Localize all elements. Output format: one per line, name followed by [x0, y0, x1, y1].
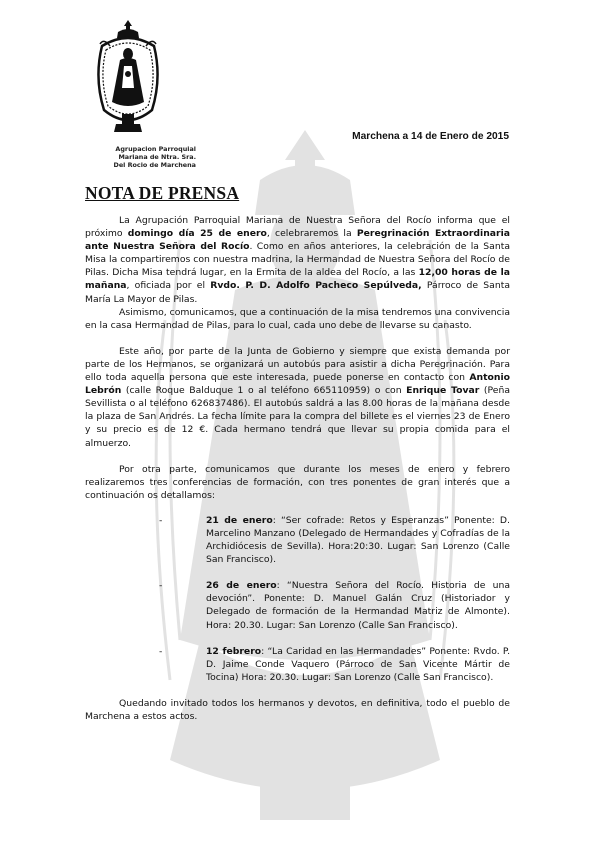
document-body: [85, 214, 510, 723]
paragraph-conferences-intro: Por otra parte, comunicamos que durante los meses de enero y febrero realizaremos tres conferencias de formación, con tres ponentes de gran interés que a continuación os detallamos:: [85, 463, 510, 501]
conference-details: : “Ser cofrade: Retos y Esperanzas” Ponente: D. Marcelino Manzano (Delegado de Hermandades y Cofradías de la Archidiócesis de Sevilla). Hora:20:30. Lugar: San Lorenzo (Calle San Francisco).: [206, 514, 510, 566]
conference-date: 26 de enero: [206, 580, 277, 592]
list-item: [85, 645, 510, 684]
list-bullet: -: [159, 645, 163, 657]
list-item: [85, 514, 510, 566]
paragraph-bus: Este año, por parte de la Junta de Gobierno y siempre que exista demanda por parte de los Hermanos, se organizará un autobús para asistir a dicha Peregrinación. Para ello toda aquella persona que este interesada, puede ponerse en contacto con Antonio Lebrón (calle Roque Balduque 1 o al teléfono 665110959) o con Enrique Tovar (Peña Sevillista o al teléfono 626837486). El autobús saldrá a las 8.00 horas de la mañana desde la plaza de San Andrés. La fecha límite para la compra del billete es el viernes 23 de Enero y su precio es de 12 €. Cada hermano tendrá que llevar su propia comida para el almuerzo.: [85, 345, 510, 449]
list-bullet: -: [159, 580, 163, 592]
conference-details: : “La Caridad en las Hermandades” Ponente: Rvdo. P. D. Jaime Conde Vaquero (Párroco de San Vicente Mártir de Tocina) Hora: 20.30. Lugar: San Lorenzo (Calle San Francisco).: [206, 645, 511, 683]
paragraph-announcement: La Agrupación Parroquial Mariana de Nuestra Señora del Rocío informa que el próximo domingo día 25 de enero, celebraremos la Peregrinación Extraordinaria ante Nuestra Señora del Rocío. Como en años anteriores, la celebración de la Santa Misa la compartiremos con nuestra madrina, la Hermandad de Nuestra Señora del Rocío de Pilas. Dicha Misa tendrá lugar, en la Ermita de la aldea del Rocío, a las 12,00 horas de la mañana, oficiada por el Rvdo. P. D. Adolfo Pacheco Sepúlveda, Párroco de Santa María La Mayor de Pilas.: [85, 215, 511, 305]
date-line: Marchena a 14 de Enero de 2015: [352, 131, 509, 142]
conference-details: : “Nuestra Señora del Rocío. Historia de una devoción”. Ponente: D. Manuel Galán Cruz (Historiador y Delegado de formación de la Hermandad Matriz de Almonte). Hora: 20.30. Lugar: San Lorenzo (Calle San Francisco).: [206, 580, 510, 631]
list-item: [85, 579, 510, 631]
conference-list: [85, 514, 510, 684]
brotherhood-crest-logo: [92, 18, 164, 134]
org-line-3: Del Rocio de Marchena: [113, 161, 196, 169]
conference-date: 12 febrero: [206, 645, 262, 657]
paragraph-convivencia: Asimismo, comunicamos, que a continuación de la misa tendremos una convivencia en la casa Hermandad de Pilas, para lo cual, cada uno debe de llevarse su canasto.: [85, 306, 510, 331]
org-line-2: Mariana de Ntra. Sra.: [118, 153, 196, 161]
document-title: NOTA DE PRENSA: [85, 183, 240, 203]
paragraph-closing: Quedando invitado todos los hermanos y devotos, en definitiva, todo el pueblo de Marchena a estos actos.: [85, 697, 510, 722]
conference-date: 21 de enero: [206, 514, 273, 526]
org-line-1: Agrupacion Parroquial: [115, 145, 196, 153]
list-bullet: -: [159, 514, 163, 526]
organization-name: [86, 145, 196, 169]
